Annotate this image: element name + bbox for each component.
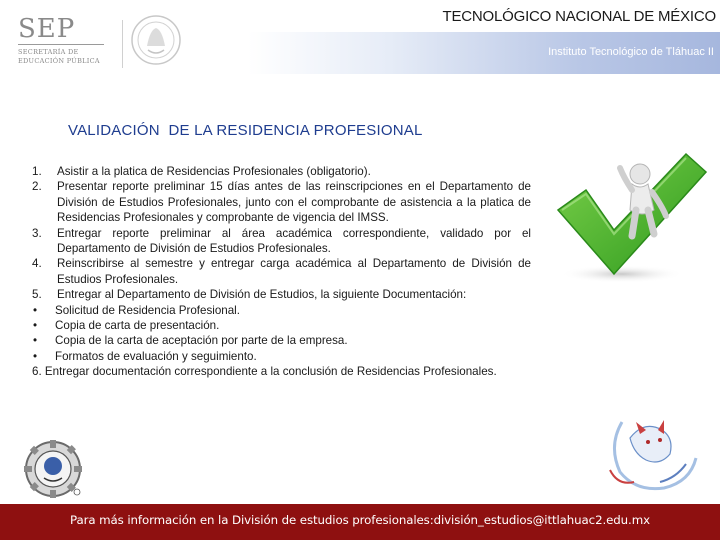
bullet-glyph: • [33, 319, 38, 333]
bullet-text: Solicitud de Residencia Profesional. [55, 303, 240, 317]
bullet-item [32, 303, 531, 318]
list-item-number: 3. [32, 226, 42, 240]
sep-logo-rule [18, 44, 104, 45]
list-item [32, 226, 531, 257]
page-title: VALIDACIÓN DE LA RESIDENCIA PROFESIONAL [68, 122, 423, 139]
bullet-text: Copia de carta de presentación. [55, 319, 220, 333]
list-item-text: Entregar al Departamento de División de Estudios, la siguiente Documentación: [57, 288, 467, 302]
list-item [32, 256, 531, 287]
list-item-number: 4. [32, 257, 42, 271]
gear-logo-icon [22, 438, 84, 500]
sep-logo-text: SEP [18, 14, 76, 44]
list-item-text: Presentar reporte preliminar 15 días antes de las reinscripciones en el Departamento de División de Estudios Profesionales, junto con el comprobante de asistencia a la platica de Residencias Profesionales y comprobante de vigencia del IMSS. [57, 180, 531, 225]
list-item-number: 5. [32, 288, 42, 302]
sep-logo-subtitle: SECRETARÍA DE EDUCACIÓN PÚBLICA [18, 48, 100, 65]
bullet-text: Copia de la carta de aceptación por parte de la empresa. [55, 334, 348, 348]
list-item [32, 179, 531, 225]
checkmark-figure-icon [552, 148, 710, 286]
list-item-final: 6. Entregar documentación correspondiente a la conclusión de Residencias Profesionales. [32, 365, 497, 379]
institution-title: TECNOLÓGICO NACIONAL DE MÉXICO [442, 8, 716, 25]
list-item-text: Asistir a la platica de Residencias Profesionales (obligatorio). [57, 165, 371, 178]
bullet-item [32, 333, 531, 348]
bullet-item [32, 349, 531, 364]
list-item [32, 287, 531, 302]
requirements-list [32, 164, 531, 380]
bullet-glyph: • [33, 334, 38, 348]
list-item-text: Entregar reporte preliminar al área académica correspondiente, validado por el Departamento de División de Estudios Profesionales. [57, 226, 531, 256]
list-item-text: Reinscribirse al semestre y entregar carga académica al Departamento de División de Estudios Profesionales. [57, 257, 531, 286]
sep-seal-icon [130, 12, 182, 68]
bullet-item [32, 318, 531, 333]
wolf-logo-icon [600, 412, 700, 496]
bullet-glyph: • [33, 303, 38, 317]
header-divider [122, 20, 123, 68]
institution-subtitle: Instituto Tecnológico de Tláhuac II [548, 46, 714, 58]
list-item-number: 2. [32, 180, 42, 194]
bullet-glyph: • [33, 349, 38, 363]
footer-contact-text: Para más información en la División de estudios profesionales:división_estudios@ittlahuac2.edu.mx [70, 513, 650, 527]
list-item [32, 164, 531, 179]
bullet-text: Formatos de evaluación y seguimiento. [55, 349, 257, 363]
list-item-number: 1. [32, 165, 42, 178]
